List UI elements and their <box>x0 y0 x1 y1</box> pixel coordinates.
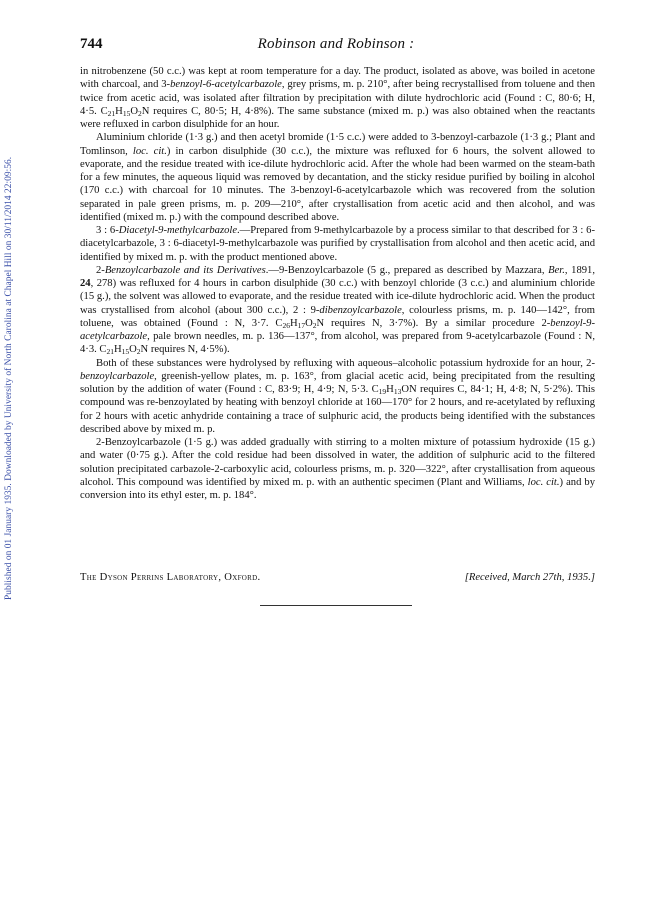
paragraph: 3 : 6-Diacetyl-9-methylcarbazole.—Prepared from 9-methylcarbazole by a process similar to that described for 3 : 6-diacetylcarbazole, 3 : 6-diacetyl-9-methylcarbazole was purified by crystallisation from alcohol and then acetic acid, and identified by mixed m. p. with the product mentioned above. <box>80 225 595 263</box>
end-rule <box>260 605 412 606</box>
laboratory-address: The Dyson Perrins Laboratory, Oxford. <box>80 572 261 583</box>
paragraph: in nitrobenzene (50 c.c.) was kept at room temperature for a day. The product, isolated as above, was boiled in acetone with charcoal, and 3-benzoyl-6-acetylcarbazole, grey prisms, m. p. 210°, after being recrystallised from toluene and then twice from acetic acid, was isolated after filtration by precipitation with dilute hydrochloric acid (Found : C, 80·6; H, 4·5. $C_{21}H_{15}O_2N$ requires C, 80·5; H, 4·8%). The same substance (mixed m. p.) was also obtained when the reactants were refluxed in carbon disulphide for an hour. <box>80 66 595 130</box>
paragraph: 2-Benzoylcarbazole (1·5 g.) was added gradually with stirring to a molten mixture of potassium hydroxide (15 g.) and water (0·75 g.). After the cold residue had been dissolved in water, the addition of sulphuric acid to the filtered solution precipitated carbazole-2-carboxylic acid, colourless prisms, m. p. 320—322°, after crystallisation from aqueous alcohol. This compound was identified by mixed m. p. with an authentic specimen (Plant and Williams, loc. cit.) and by conversion into its ethyl ester, m. p. 184°. <box>80 437 595 501</box>
article-body <box>80 65 595 502</box>
paragraph: 2-Benzoylcarbazole and its Derivatives.—9-Benzoylcarbazole (5 g., prepared as described by Mazzara, Ber., 1891, 24, 278) was refluxed for 4 hours in carbon disulphide (30 c.c.) with benzoyl chloride (3 c.c.) and aluminium chloride (15 g.), the solvent was allowed to evaporate, and the residue treated with ice-dilute hydrochloric acid. When the product was crystallised from alcohol (about 300 c.c.), 2 : 9-dibenzoylcarbazole, colourless prisms, m. p. 140—142°, from toluene, was obtained (Found : N, 3·7. $C_{26}H_{17}O_2N$ requires N, 3·7%). By a similar procedure 2-benzoyl-9-acetylcarbazole, pale brown needles, m. p. 136—137°, from alcohol, was prepared from 9-acetylcarbazole (Found : N, 4·3. $C_{21}H_{15}O_2N$ requires N, 4·5%). <box>80 264 595 357</box>
received-date: [Received, March 27th, 1935.] <box>464 572 595 583</box>
running-title: Robinson and Robinson : <box>257 36 415 52</box>
page-header <box>80 36 592 58</box>
paragraph: Aluminium chloride (1·3 g.) and then acetyl bromide (1·5 c.c.) were added to 3-benzoyl-carbazole (1·3 g.; Plant and Tomlinson, loc. cit.) in carbon disulphide (30 c.c.), the mixture was refluxed for 6 hours, the solvent allowed to evaporate, and the residue treated with ice-dilute hydrochloric acid. After the whole had been warmed on the steam-bath for a few minutes, the aqueous liquid was removed by decantation, and the sticky residue purified by boiling in alcohol (170 c.c.) with charcoal for 10 minutes. The 3-benzoyl-6-acetylcarbazole which was recovered from the solution separated in pale green prisms, m. p. 209—210°, after crystallisation from acetic acid and then alcohol, and was identified (mixed m. p.) with the compound described above. <box>80 132 595 223</box>
page-number: 744 <box>80 36 103 52</box>
publication-watermark: Published on 01 January 1935. Downloaded by University of North Carolina at Chapel Hill on 30/11/2014 22:09:56. <box>4 156 14 600</box>
paragraph: Both of these substances were hydrolysed by refluxing with aqueous–alcoholic potassium hydroxide for an hour, 2-benzoylcarbazole, greenish-yellow plates, m. p. 163°, from glacial acetic acid, being precipitated from the resulting solution by the addition of water (Found : C, 83·9; H, 4·9; N, 5·3. $C_{19}H_{13}ON$ requires C, 84·1; H, 4·8; N, 5·2%). This compound was re-benzoylated by heating with benzoyl chloride at 160—170° for 2 hours, and re-acetylated by refluxing for 2 hours with acetic anhydride containing a trace of sulphuric acid, the products being identified with the substances described above by mixed m. p. <box>80 357 595 435</box>
